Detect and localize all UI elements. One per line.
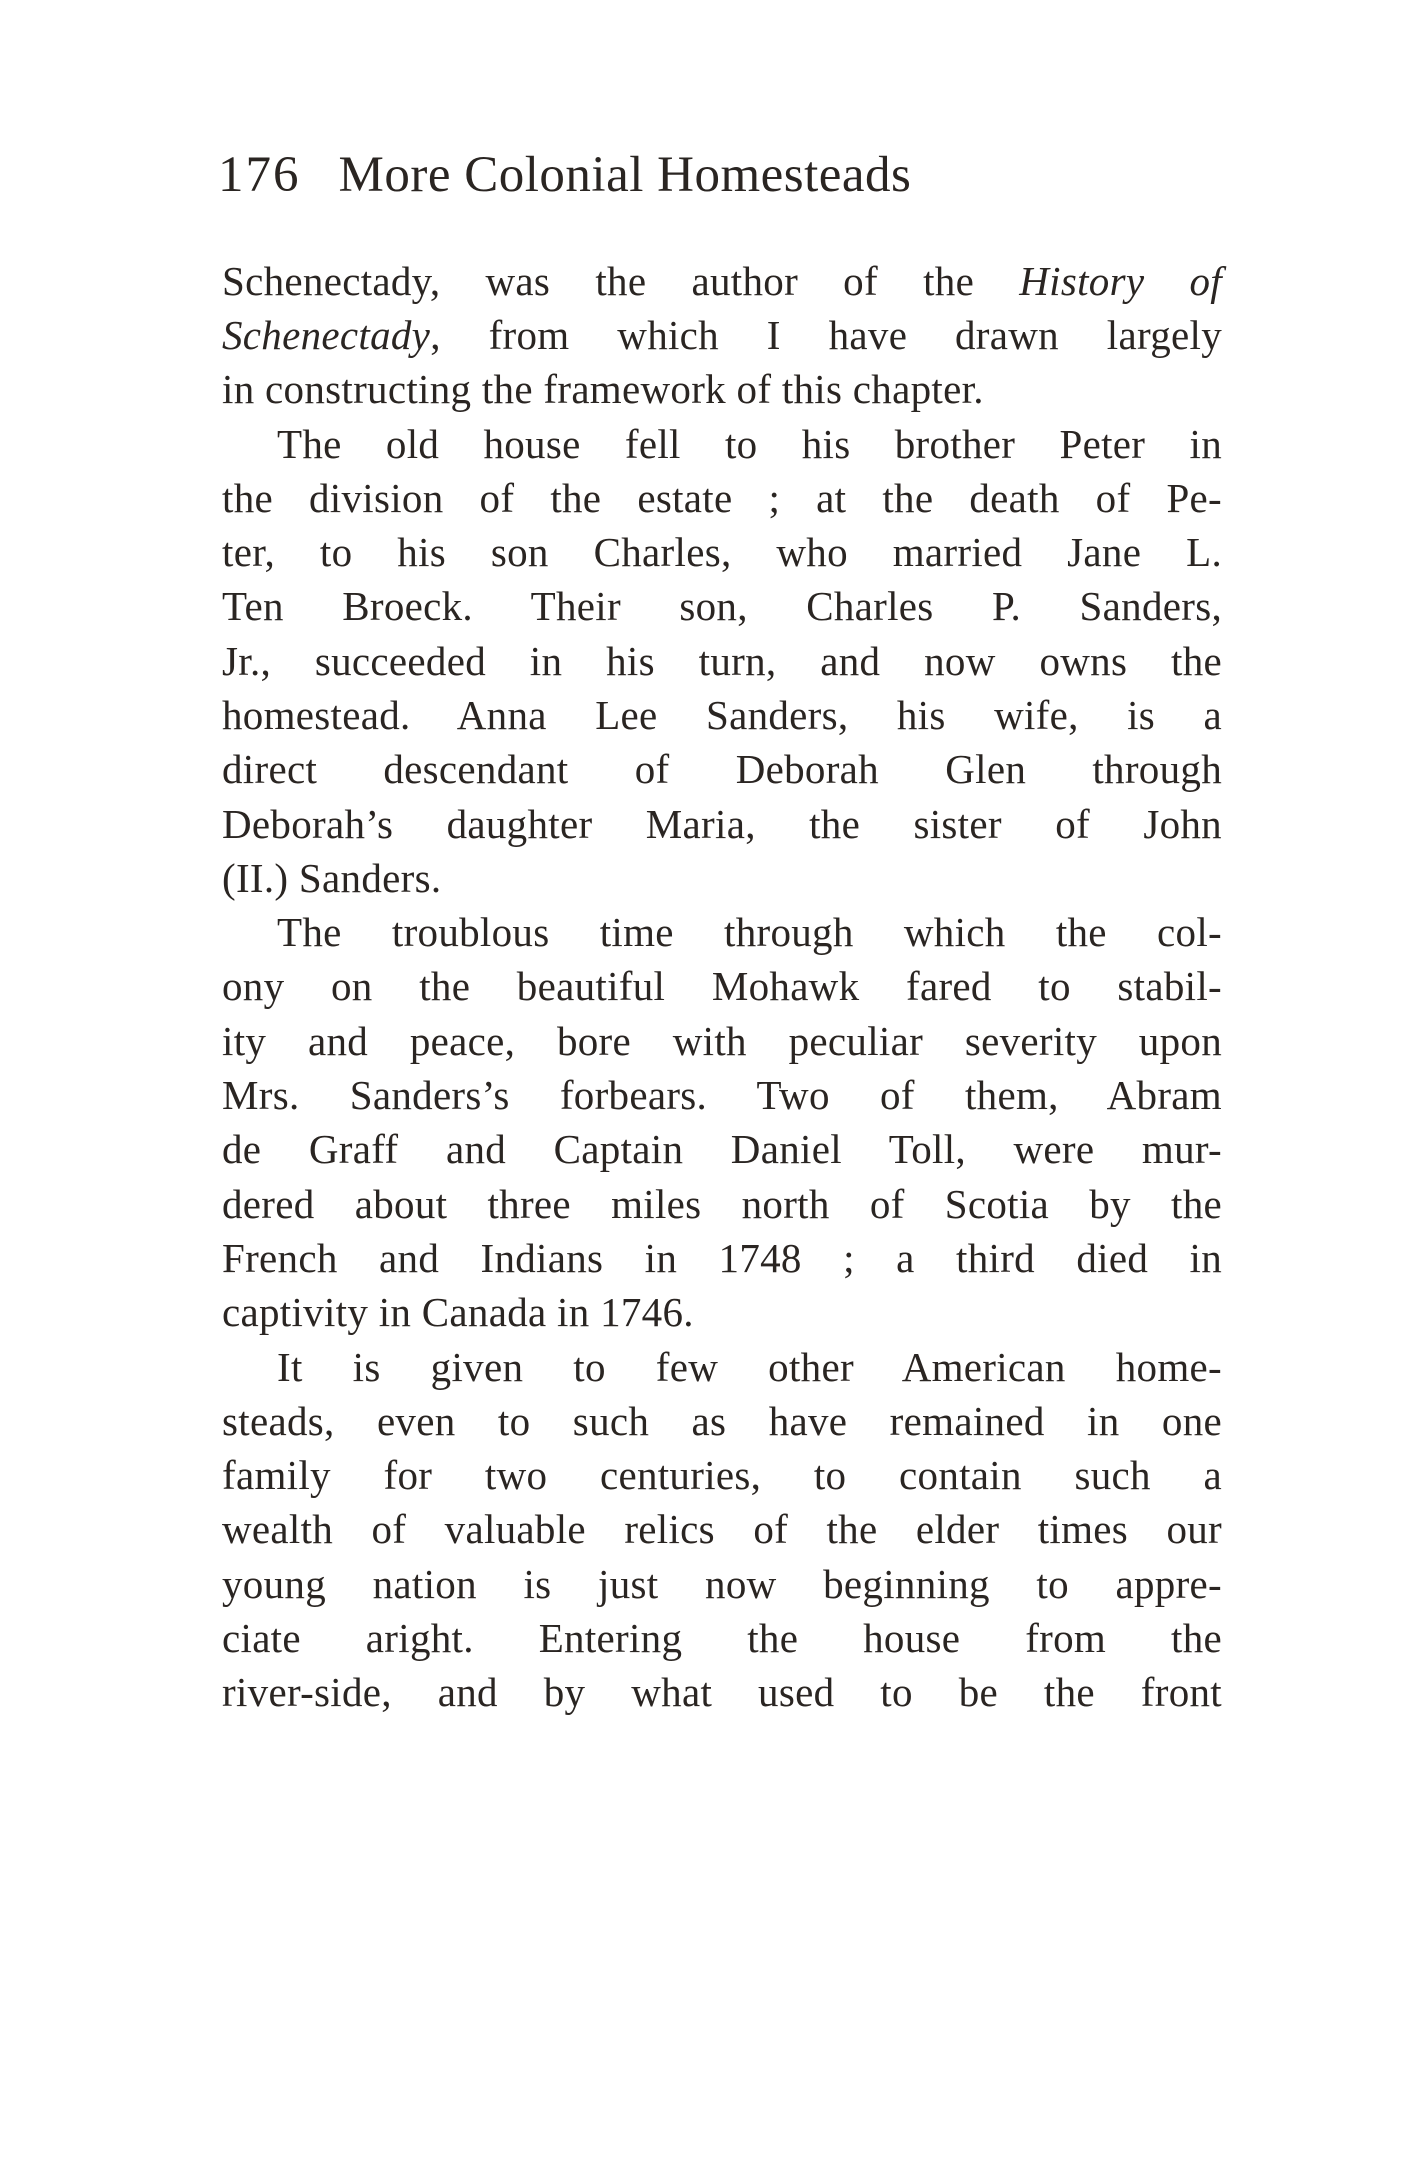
book-title-italic: History of [1019,258,1222,304]
text-line: ter, to his son Charles, who married Jane L. [222,529,1222,575]
text-line: family for two centuries, to contain such a [222,1452,1222,1498]
text-line: captivity in Canada in 1746. [222,1289,694,1335]
text-line: steads, even to such as have remained in one [222,1398,1222,1444]
text-line [222,307,1222,363]
text-line: direct descendant of Deborah Glen through [222,746,1222,792]
text-line: ity and peace, bore with peculiar severity upon [222,1018,1222,1064]
book-title-italic: Schenectady [222,312,431,358]
text-line: French and Indians in 1748 ; a third died in [222,1235,1222,1281]
text-line: the division of the estate ; at the death of Pe- [222,475,1222,521]
text-line: ony on the beautiful Mohawk fared to stabil- [222,963,1222,1009]
text-line: Deborah’s daughter Maria, the sister of John [222,801,1222,847]
text-line: ciate aright. Entering the house from the [222,1615,1222,1661]
paragraph-first-line: It is given to few other American home- [277,1344,1222,1390]
text-line: homestead. Anna Lee Sanders, his wife, is a [222,692,1222,738]
paragraph-first-line: The troublous time through which the col- [277,909,1222,955]
text-line: de Graff and Captain Daniel Toll, were mur- [222,1126,1222,1172]
text-line [222,253,1222,309]
paragraph-first-line: The old house fell to his brother Peter in [277,421,1222,467]
text-line: Mrs. Sanders’s forbears. Two of them, Abram [222,1072,1222,1118]
text-line: Jr., succeeded in his turn, and now owns the [222,638,1222,684]
running-head [218,142,1218,208]
running-title: More Colonial Homesteads [338,147,912,203]
text-line: dered about three miles north of Scotia by the [222,1181,1222,1227]
text-span: Schenectady, was the author of the [222,258,1020,304]
text-line: in constructing the framework of this chapter. [222,366,984,412]
text-line: wealth of valuable relics of the elder times our [222,1506,1222,1552]
page-number: 176 [218,147,301,203]
text-line: (II.) Sanders. [222,855,442,901]
text-line: Ten Broeck. Their son, Charles P. Sanders, [222,583,1222,629]
text-line: young nation is just now beginning to appre- [222,1561,1222,1607]
text-line: river-side, and by what used to be the front [222,1669,1222,1715]
text-span: , from which I have drawn largely [430,312,1222,358]
